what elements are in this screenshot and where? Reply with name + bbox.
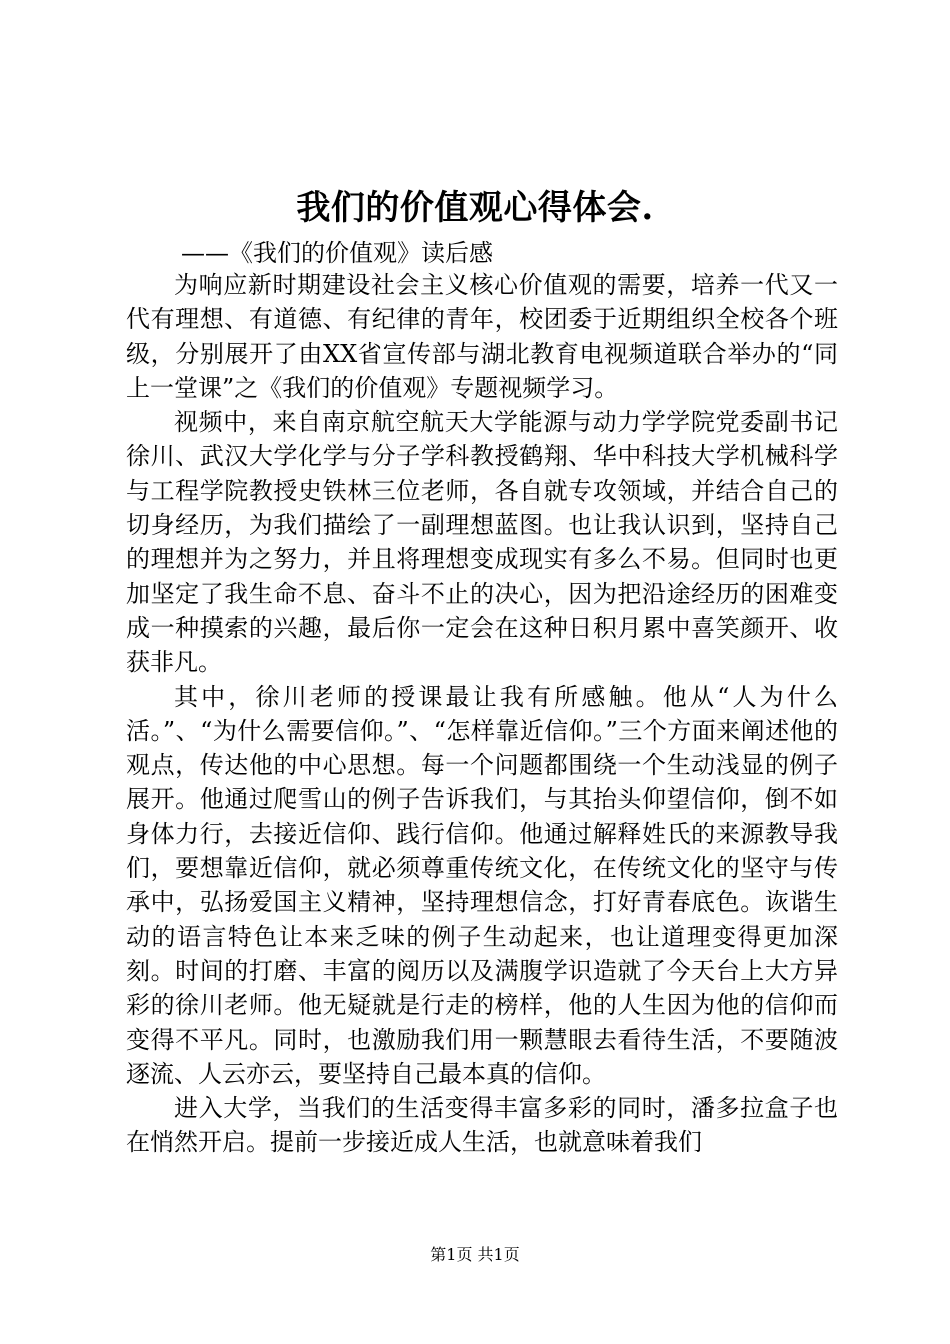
paragraph-4: 进入大学，当我们的生活变得丰富多彩的同时，潘多拉盒子也在悄然开启。提前一步接近成人生活，也就意味着我们 — [126, 1094, 838, 1157]
document-body — [126, 268, 838, 1160]
document-subtitle: ——《我们的价值观》读后感 — [181, 239, 493, 267]
paragraph-3: 其中，徐川老师的授课最让我有所感触。他从“人为什么活。”、“为什么需要信仰。”、“怎样靠近信仰。”三个方面来阐述他的观点，传达他的中心思想。每一个问题都围绕一个生动浅显的例子展开。他通过爬雪山的例子告诉我们，与其抬头仰望信仰，倒不如身体力行，去接近信仰、践行信仰。他通过解释姓氏的来源教导我们，要想靠近信仰，就必须尊重传统文化，在传统文化的坚守与传承中，弘扬爱国主义精神，坚持理想信念，打好青春底色。诙谐生动的语言特色让本来乏味的例子生动起来，也让道理变得更加深刻。时间的打磨、丰富的阅历以及满腹学识造就了今天台上大方异彩的徐川老师。他无疑就是行走的榜样，他的人生因为他的信仰而变得不平凡。同时，也激励我们用一颗慧眼去看待生活，不要随波逐流、人云亦云，要坚持自己最本真的信仰。 — [126, 682, 838, 1088]
page-footer: 第1页 共1页 — [430, 1245, 520, 1264]
paragraph-2: 视频中，来自南京航空航天大学能源与动力学学院党委副书记徐川、武汉大学化学与分子学科教授鹤翔、华中科技大学机械科学与工程学院教授史铁林三位老师，各自就专攻领域，并结合自己的切身经历，为我们描绘了一副理想蓝图。也让我认识到，坚持自己的理想并为之努力，并且将理想变成现实有多么不易。但同时也更加坚定了我生命不息、奋斗不止的决心，因为把沿途经历的困难变成一种摸索的兴趣，最后你一定会在这种日积月累中喜笑颜开、收获非凡。 — [126, 408, 838, 677]
paragraph-1: 为响应新时期建设社会主义核心价值观的需要，培养一代又一代有理想、有道德、有纪律的青年，校团委于近期组织全校各个班级，分别展开了由XX省宣传部与湖北教育电视频道联合举办的“同上一堂课”之《我们的价值观》专题视频学习。 — [126, 271, 838, 402]
document-title: 我们的价值观心得体会. — [296, 188, 654, 228]
